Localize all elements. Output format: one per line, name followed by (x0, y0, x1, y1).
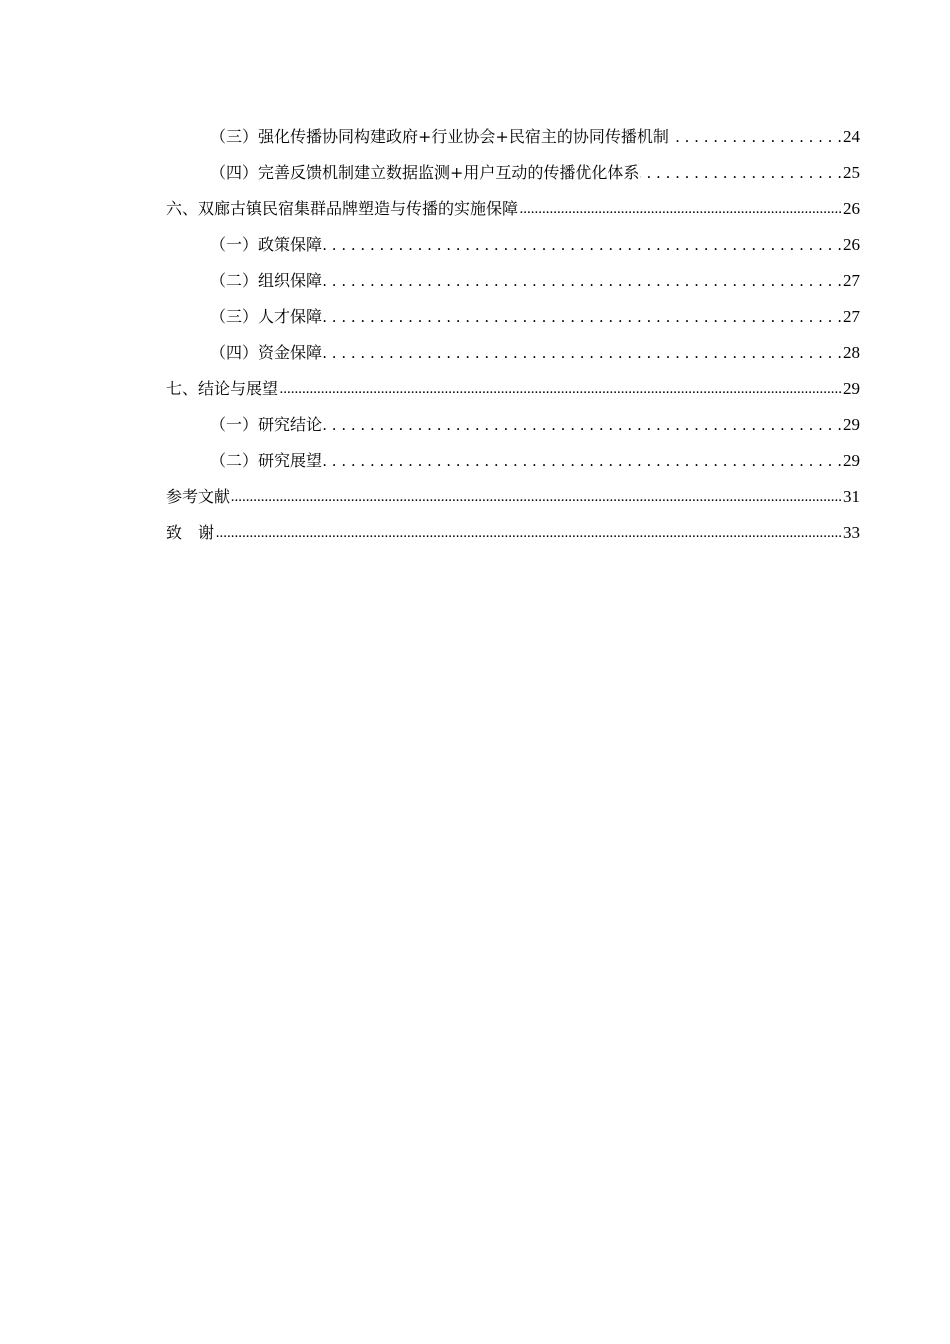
toc-entry-page: 26 (843, 199, 860, 218)
toc-dot-leader (323, 448, 842, 474)
toc-entry[interactable] (166, 330, 860, 366)
toc-entry[interactable] (166, 474, 860, 510)
toc-entry[interactable] (166, 222, 860, 258)
toc-dot-leader (323, 268, 842, 294)
toc-entry-title: 参考文献 (166, 487, 231, 506)
toc-entry-title: （三）人才保障 (210, 307, 323, 326)
toc-entry[interactable] (166, 366, 860, 402)
toc-entry-title: （一）研究结论 (210, 415, 323, 434)
toc-entry-page: 26 (843, 235, 860, 254)
toc-entry-page: 25 (843, 163, 860, 182)
toc-dot-leader (670, 124, 842, 150)
toc-entry[interactable] (166, 402, 860, 438)
toc-entry-title: （二）研究展望 (210, 451, 323, 470)
toc-entry-page: 27 (843, 271, 860, 290)
toc-entry-title: （二）组织保障 (210, 271, 323, 290)
toc-dot-leader (215, 520, 842, 546)
toc-entry-page: 29 (843, 451, 860, 470)
toc-entry-title: 六、双廊古镇民宿集群品牌塑造与传播的实施保障 (166, 199, 519, 218)
toc-entry[interactable] (166, 186, 860, 222)
toc-entry-page: 28 (843, 343, 860, 362)
toc-entry-title: （三）强化传播协同构建政府+行业协会+民宿主的协同传播机制 (210, 127, 669, 146)
toc-dot-leader (323, 340, 842, 366)
toc-entry-page: 29 (843, 415, 860, 434)
toc-entry[interactable] (166, 510, 860, 546)
toc-entry[interactable] (166, 114, 860, 150)
toc-entry[interactable] (166, 438, 860, 474)
toc-entry[interactable] (166, 294, 860, 330)
toc-entry-page: 29 (843, 379, 860, 398)
toc-dot-leader (323, 412, 842, 438)
toc-entry[interactable] (166, 258, 860, 294)
toc-dot-leader (279, 376, 842, 402)
toc-dot-leader (231, 484, 842, 510)
toc-entry-title: 致 谢 (166, 523, 215, 542)
toc-entry[interactable] (166, 150, 860, 186)
toc-entry-page: 27 (843, 307, 860, 326)
toc-dot-leader (323, 232, 842, 258)
toc-dot-leader (323, 304, 842, 330)
toc-entry-title: （四）资金保障 (210, 343, 323, 362)
toc-entry-title: 七、结论与展望 (166, 379, 279, 398)
toc-entry-page: 31 (843, 487, 860, 506)
toc-entry-page: 33 (843, 523, 860, 542)
toc-entry-title: （一）政策保障 (210, 235, 323, 254)
table-of-contents (166, 114, 860, 546)
toc-entry-title: （四）完善反馈机制建立数据监测+用户互动的传播优化体系 (210, 163, 640, 182)
toc-entry-page: 24 (843, 127, 860, 146)
toc-dot-leader (640, 160, 842, 186)
toc-dot-leader (519, 196, 842, 222)
